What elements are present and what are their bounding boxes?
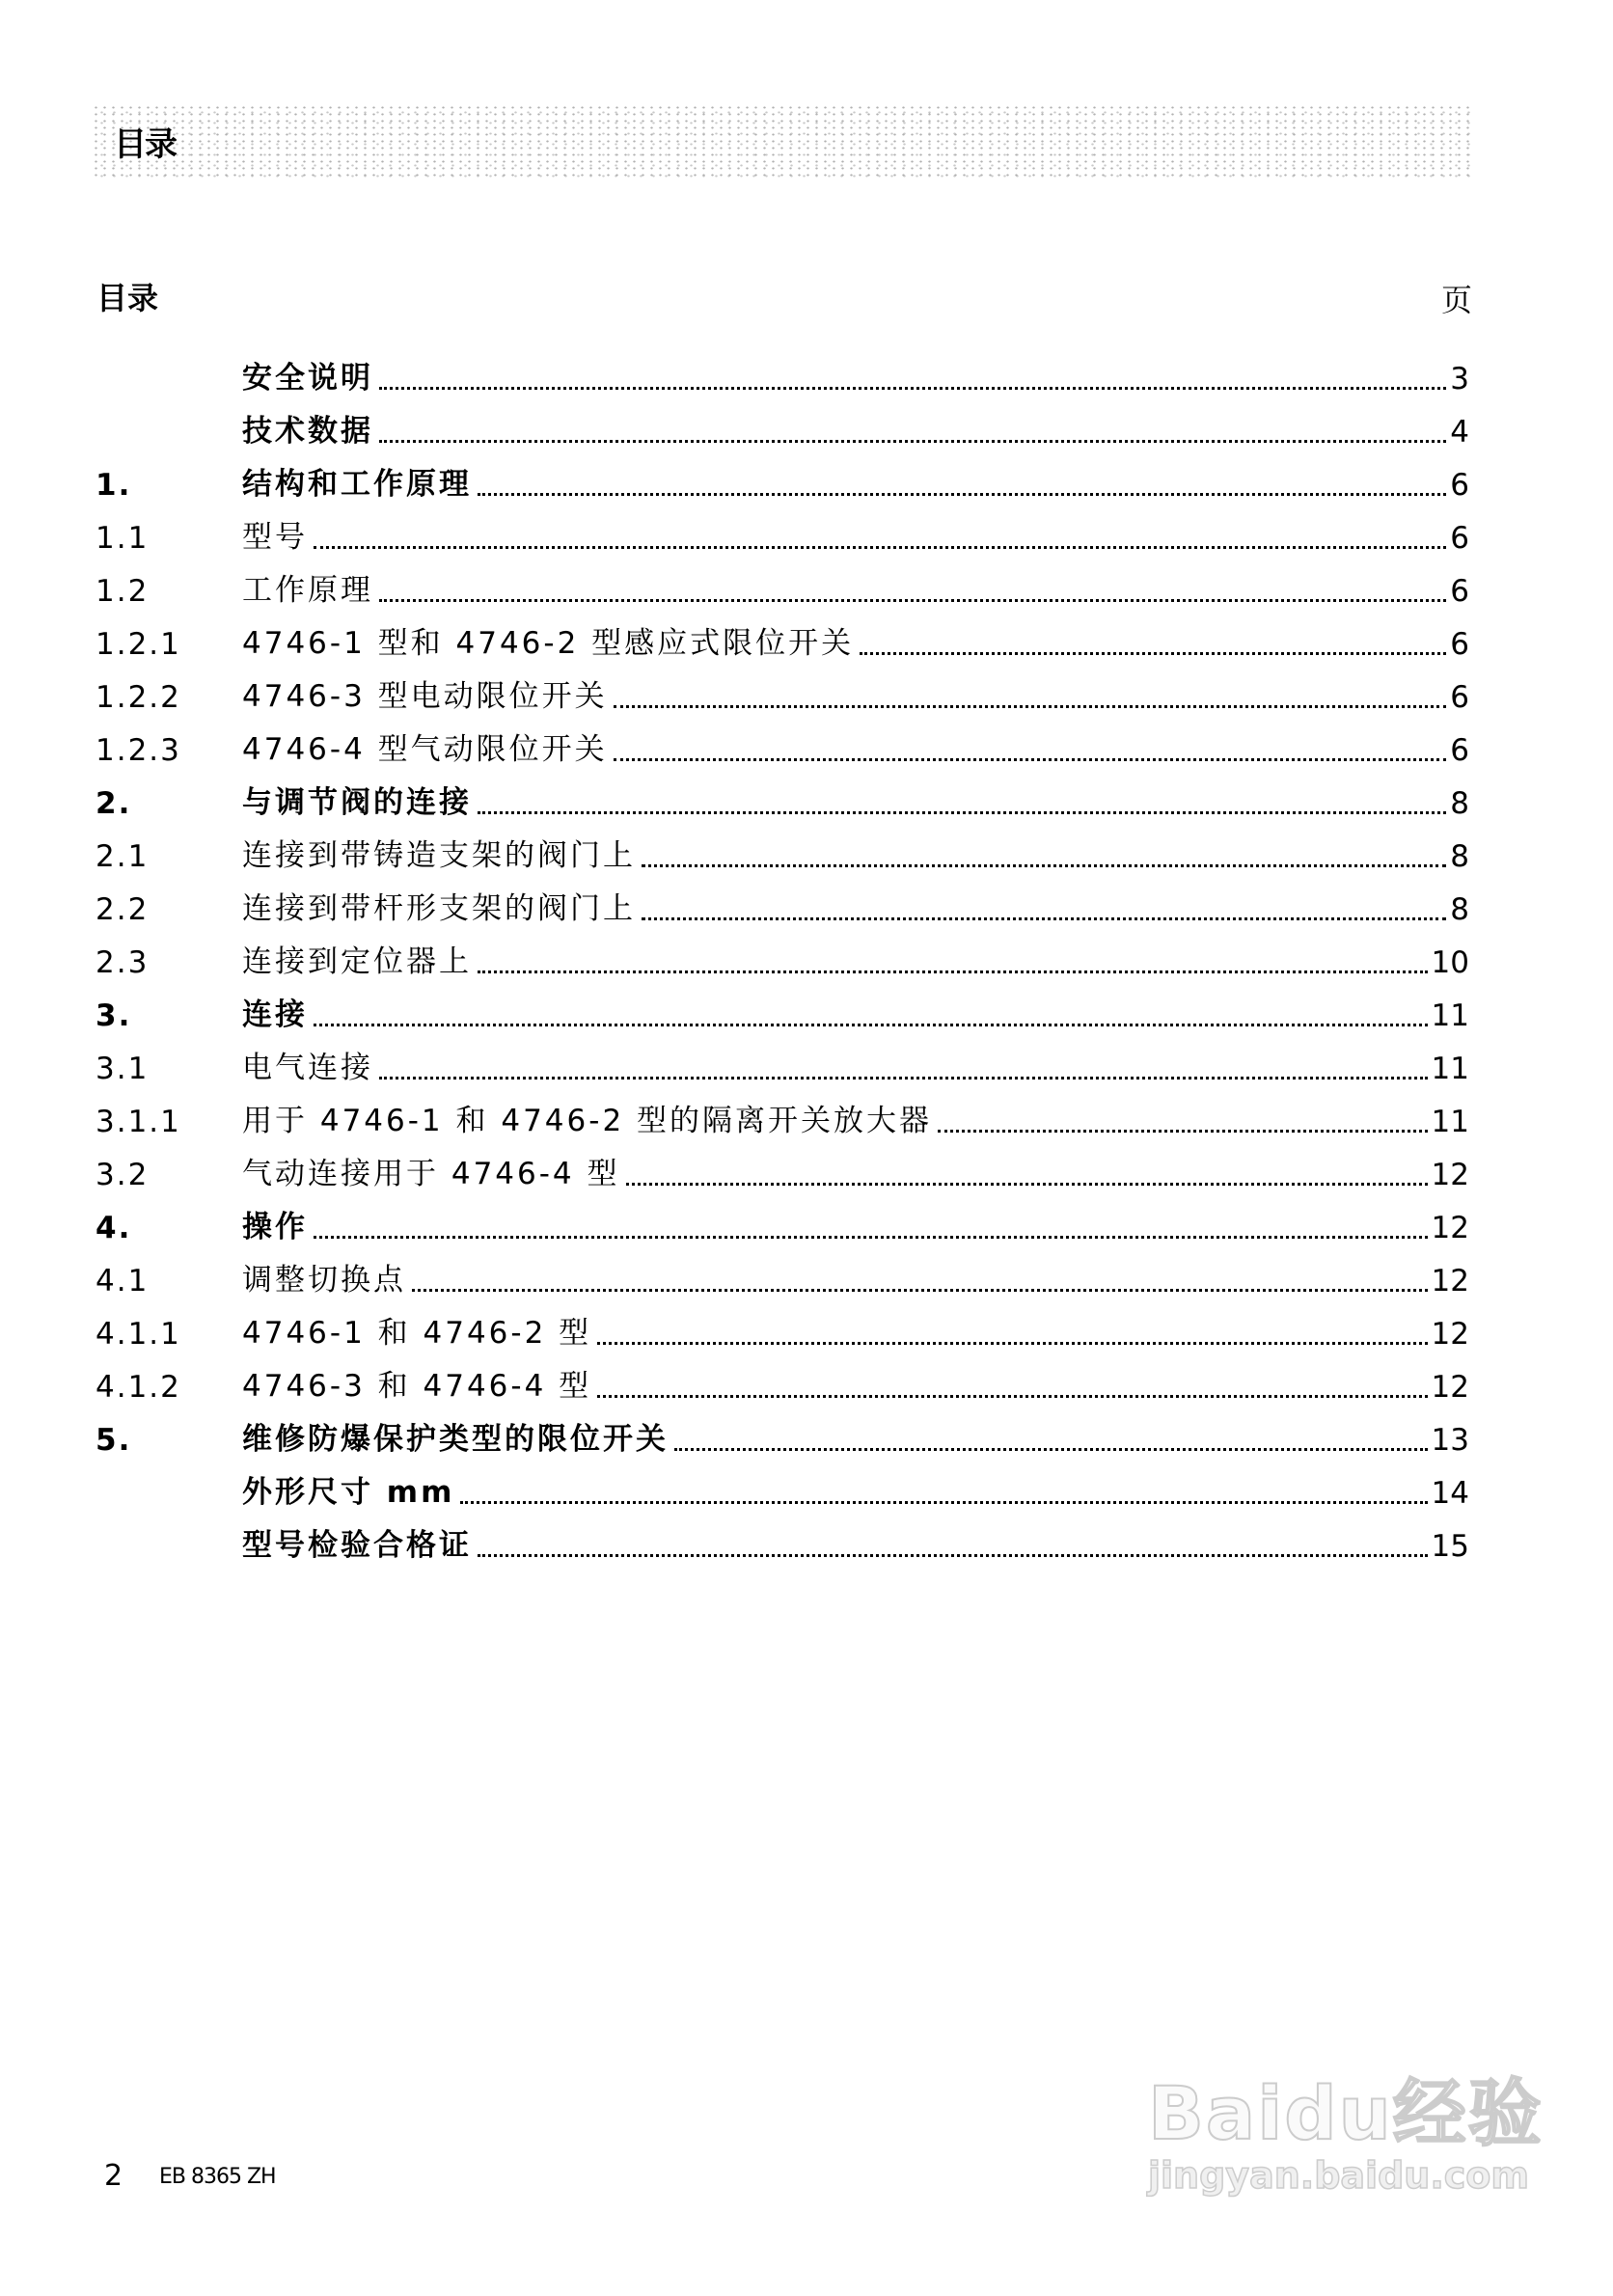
toc-entry[interactable] (96, 1511, 1469, 1564)
toc-entry-title: 连接到带杆形支架的阀门上 (242, 891, 636, 926)
toc-entry-title: 型号 (242, 520, 308, 555)
leader-dots (597, 1385, 1427, 1398)
toc-entry-page: 6 (1450, 627, 1469, 662)
toc-entry-number: 3.1.1 (96, 1105, 181, 1139)
toc-entry-page: 6 (1450, 468, 1469, 503)
toc-entry[interactable] (96, 1245, 1469, 1298)
leader-dots (379, 1067, 1428, 1080)
footer-page-number: 2 (104, 2159, 123, 2193)
leader-dots (460, 1491, 1427, 1504)
toc-entry-page: 6 (1450, 733, 1469, 768)
toc-entry-number: 4.1 (96, 1264, 150, 1298)
toc-entry-number: 1.1 (96, 521, 150, 556)
leader-dots (626, 1173, 1428, 1186)
toc-entry[interactable] (96, 556, 1469, 609)
toc-entry-title: 型号检验合格证 (242, 1528, 472, 1563)
leader-dots (379, 589, 1446, 602)
toc-entry-title: 安全说明 (242, 361, 373, 396)
toc-entry-number: 5. (96, 1423, 132, 1458)
toc-entry-title: 维修防爆保护类型的限位开关 (242, 1422, 669, 1457)
leader-dots (478, 961, 1428, 973)
header-bar (92, 104, 1471, 178)
toc-entry[interactable] (96, 1192, 1469, 1245)
toc-entry[interactable] (96, 874, 1469, 927)
toc-entry-page: 12 (1431, 1317, 1469, 1352)
toc-entry[interactable] (96, 927, 1469, 980)
toc-entry[interactable] (96, 503, 1469, 556)
toc-entry[interactable] (96, 662, 1469, 715)
leader-dots (478, 802, 1446, 814)
leader-dots (642, 908, 1446, 920)
leader-dots (314, 1226, 1428, 1239)
toc-entry-number: 2.3 (96, 945, 150, 980)
toc-entry-title: 4746-4 型气动限位开关 (242, 732, 608, 767)
table-of-contents (96, 343, 1469, 1564)
toc-entry[interactable] (96, 609, 1469, 662)
toc-entry-number: 4.1.1 (96, 1317, 181, 1352)
toc-entry-title: 与调节阀的连接 (242, 785, 472, 820)
toc-entry-title: 操作 (242, 1210, 308, 1244)
watermark-brand: Baidu经验 (1148, 2070, 1544, 2156)
leader-dots (379, 430, 1446, 443)
toc-entry-title: 4746-1 和 4746-2 型 (242, 1316, 592, 1351)
toc-entry-page: 3 (1450, 362, 1469, 396)
toc-entry-title: 用于 4746-1 和 4746-2 型的隔离开关放大器 (242, 1104, 933, 1138)
header-title: 目录 (114, 125, 176, 164)
toc-entry[interactable] (96, 1458, 1469, 1511)
leader-dots (938, 1120, 1428, 1133)
toc-entry-number: 3.2 (96, 1158, 150, 1192)
toc-entry-title: 调整切换点 (242, 1263, 406, 1298)
toc-entry[interactable] (96, 1086, 1469, 1139)
leader-dots (478, 1544, 1428, 1557)
leader-dots (412, 1279, 1428, 1292)
toc-entry-page: 12 (1431, 1370, 1469, 1405)
toc-entry[interactable] (96, 343, 1469, 396)
leader-dots (642, 855, 1446, 867)
toc-entry[interactable] (96, 980, 1469, 1033)
toc-entry-title: 4746-1 型和 4746-2 型感应式限位开关 (242, 626, 855, 661)
toc-entry-page: 11 (1431, 1052, 1469, 1086)
toc-entry-number: 2.1 (96, 839, 150, 874)
toc-entry[interactable] (96, 450, 1469, 503)
toc-entry[interactable] (96, 1298, 1469, 1352)
toc-entry[interactable] (96, 768, 1469, 821)
leader-dots (674, 1438, 1428, 1451)
toc-entry-page: 8 (1450, 786, 1469, 821)
toc-entry-page: 8 (1450, 892, 1469, 927)
toc-entry-title: 连接 (242, 998, 308, 1032)
toc-entry-page: 6 (1450, 680, 1469, 715)
toc-entry-page: 15 (1431, 1529, 1469, 1564)
toc-entry-title: 外形尺寸 mm (242, 1475, 455, 1510)
toc-entry-title: 工作原理 (242, 573, 373, 608)
watermark-url: jingyan.baidu.com (1148, 2154, 1529, 2197)
toc-entry-title: 气动连接用于 4746-4 型 (242, 1157, 620, 1191)
toc-heading: 目录 (96, 280, 159, 316)
page-column-label: 页 (1441, 282, 1473, 318)
leader-dots (314, 536, 1446, 549)
toc-entry-page: 6 (1450, 574, 1469, 609)
toc-entry-page: 12 (1431, 1211, 1469, 1245)
toc-entry-number: 1. (96, 468, 132, 503)
leader-dots (614, 696, 1446, 708)
leader-dots (614, 749, 1446, 761)
toc-entry-page: 11 (1431, 998, 1469, 1033)
baidu-watermark (1148, 2055, 1544, 2197)
toc-entry[interactable] (96, 1139, 1469, 1192)
toc-entry[interactable] (96, 821, 1469, 874)
toc-entry[interactable] (96, 715, 1469, 768)
toc-entry-number: 1.2.1 (96, 627, 181, 662)
toc-entry-title: 连接到定位器上 (242, 944, 472, 979)
toc-entry[interactable] (96, 1033, 1469, 1086)
toc-entry-number: 4.1.2 (96, 1370, 181, 1405)
toc-entry-page: 8 (1450, 839, 1469, 874)
footer-doc-code: EB 8365 ZH (159, 2165, 276, 2189)
leader-dots (379, 377, 1446, 390)
toc-entry-number: 3. (96, 998, 132, 1033)
toc-entry-number: 1.2.3 (96, 733, 181, 768)
toc-entry-page: 12 (1431, 1264, 1469, 1298)
toc-entry-number: 2. (96, 786, 132, 821)
toc-entry-title: 结构和工作原理 (242, 467, 472, 502)
leader-dots (597, 1332, 1427, 1345)
toc-entry-title: 连接到带铸造支架的阀门上 (242, 838, 636, 873)
toc-entry-number: 4. (96, 1211, 132, 1245)
toc-entry-title: 电气连接 (242, 1051, 373, 1085)
toc-entry[interactable] (96, 1405, 1469, 1458)
toc-entry[interactable] (96, 396, 1469, 450)
leader-dots (860, 642, 1446, 655)
toc-entry-title: 4746-3 型电动限位开关 (242, 679, 608, 714)
toc-entry-number: 1.2.2 (96, 680, 181, 715)
toc-entry-page: 4 (1450, 415, 1469, 450)
toc-entry-title: 4746-3 和 4746-4 型 (242, 1369, 592, 1404)
leader-dots (478, 483, 1446, 496)
toc-entry-page: 12 (1431, 1158, 1469, 1192)
toc-entry-number: 3.1 (96, 1052, 150, 1086)
toc-entry-page: 13 (1431, 1423, 1469, 1458)
toc-entry-number: 1.2 (96, 574, 150, 609)
toc-entry-title: 技术数据 (242, 414, 373, 449)
toc-entry-page: 6 (1450, 521, 1469, 556)
toc-entry[interactable] (96, 1352, 1469, 1405)
toc-entry-page: 11 (1431, 1105, 1469, 1139)
toc-entry-number: 2.2 (96, 892, 150, 927)
leader-dots (314, 1014, 1428, 1026)
toc-entry-page: 10 (1431, 945, 1469, 980)
toc-entry-page: 14 (1431, 1476, 1469, 1511)
